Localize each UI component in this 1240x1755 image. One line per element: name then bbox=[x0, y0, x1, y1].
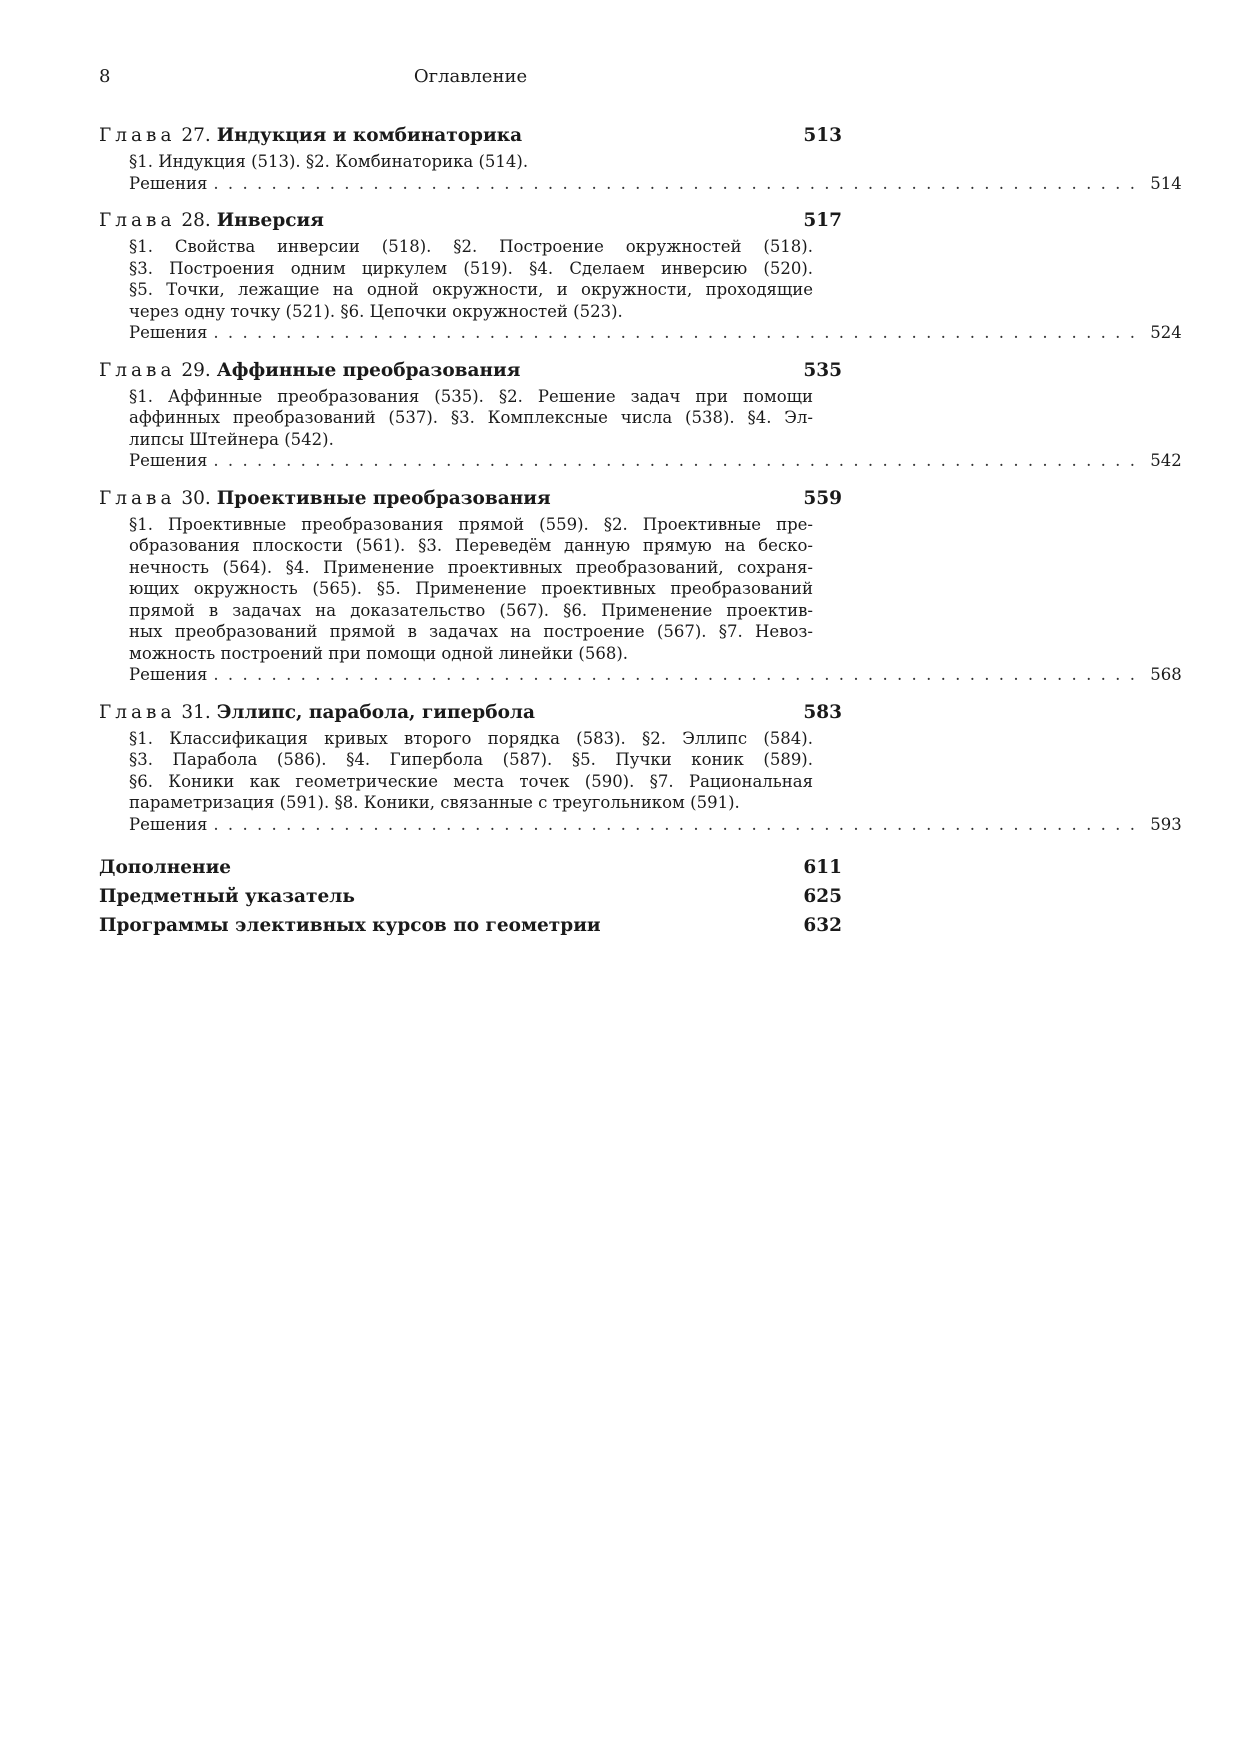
chapter-title: Индукция и комбинаторика bbox=[216, 125, 523, 146]
chapter-prefix: Глава bbox=[99, 125, 176, 146]
chapter-title: Проективные преобразования bbox=[216, 487, 551, 509]
chapter-page: 535 bbox=[803, 359, 842, 381]
section-line: липсы Штейнера (542). bbox=[129, 429, 334, 449]
section-line: §1. Классификация кривых второго порядка (583). §2. Эллипс (584). bbox=[129, 728, 813, 748]
chapter-prefix: Глава bbox=[99, 359, 176, 381]
section-list bbox=[129, 236, 813, 322]
chapter-28 bbox=[99, 206, 1182, 344]
chapter-heading[interactable] bbox=[99, 484, 842, 514]
section-line: §3. Парабола (586). §4. Гипербола (587). §5. Пучки коник (589). bbox=[129, 750, 813, 769]
chapter-number: 31. bbox=[181, 701, 211, 723]
leader-dots: ................................................................ bbox=[213, 173, 1145, 193]
solutions-row[interactable] bbox=[129, 450, 1182, 472]
section-list bbox=[129, 514, 813, 665]
page-number: 8 bbox=[99, 66, 111, 87]
appendix-entry[interactable] bbox=[99, 853, 842, 882]
solutions-page: 524 bbox=[1150, 323, 1182, 342]
solutions-page: 593 bbox=[1150, 814, 1182, 834]
appendix-title: Дополнение bbox=[99, 857, 232, 878]
index-title: Предметный указатель bbox=[99, 886, 355, 907]
chapter-heading[interactable] bbox=[99, 698, 842, 728]
chapter-title: Эллипс, парабола, гипербола bbox=[216, 701, 535, 723]
solutions-label: Решения bbox=[129, 451, 208, 470]
section-list bbox=[129, 386, 813, 451]
chapter-heading[interactable] bbox=[99, 206, 842, 236]
solutions-page: 514 bbox=[1150, 173, 1182, 193]
chapter-prefix: Глава bbox=[99, 701, 176, 723]
elective-programs-entry[interactable] bbox=[99, 911, 842, 940]
elective-programs-title: Программы элективных курсов по геометрии bbox=[99, 915, 601, 936]
chapter-29 bbox=[99, 356, 1182, 472]
chapter-heading[interactable] bbox=[99, 121, 842, 151]
chapter-page: 517 bbox=[803, 210, 842, 231]
chapter-prefix: Глава bbox=[99, 487, 176, 509]
chapter-number: 30. bbox=[181, 487, 211, 509]
chapter-number: 29. bbox=[181, 359, 211, 381]
solutions-page: 568 bbox=[1150, 665, 1182, 684]
section-line: ных преобразований прямой в задачах на построение (567). §7. Невоз- bbox=[129, 622, 813, 641]
solutions-page: 542 bbox=[1150, 451, 1182, 470]
solutions-label: Решения bbox=[129, 814, 208, 834]
chapter-31 bbox=[99, 698, 1182, 836]
section-line: §5. Точки, лежащие на одной окружности, и окружности, проходящие bbox=[129, 280, 813, 299]
index-entry[interactable] bbox=[99, 882, 842, 911]
leader-dots: ................................................................ bbox=[213, 814, 1145, 834]
chapter-title: Инверсия bbox=[216, 210, 324, 231]
chapter-page: 513 bbox=[803, 125, 842, 146]
section-line: §6. Коники как геометрические места точек (590). §7. Рациональная bbox=[129, 771, 813, 791]
appendix-list bbox=[99, 853, 842, 940]
section-line: §1. Свойства инверсии (518). §2. Построение окружностей (518). bbox=[129, 237, 813, 256]
chapter-title: Аффинные преобразования bbox=[216, 359, 521, 381]
table-of-contents bbox=[99, 121, 1182, 940]
chapter-27 bbox=[99, 121, 1182, 194]
section-line: §1. Аффинные преобразования (535). §2. Решение задач при помощи bbox=[129, 386, 813, 406]
solutions-row[interactable] bbox=[129, 814, 1182, 836]
section-list bbox=[129, 151, 813, 173]
chapter-number: 28. bbox=[181, 210, 211, 231]
solutions-row[interactable] bbox=[129, 173, 1182, 195]
section-list bbox=[129, 728, 813, 814]
section-line: ющих окружность (565). §5. Применение проективных преобразований bbox=[129, 579, 813, 598]
leader-dots: ................................................................ bbox=[213, 451, 1145, 470]
index-page: 625 bbox=[803, 886, 842, 907]
section-line: параметризация (591). §8. Коники, связанные с треугольником (591). bbox=[129, 793, 740, 812]
chapter-prefix: Глава bbox=[99, 210, 176, 231]
section-line: §1. Проективные преобразования прямой (559). §2. Проективные пре- bbox=[129, 514, 813, 534]
section-line: нечность (564). §4. Применение проективных преобразований, сохраня- bbox=[129, 557, 813, 577]
chapter-30 bbox=[99, 484, 1182, 686]
section-line: образования плоскости (561). §3. Переведём данную прямую на беско- bbox=[129, 536, 813, 555]
section-line: можность построений при помощи одной линейки (568). bbox=[129, 643, 629, 663]
section-line: §3. Построения одним циркулем (519). §4. Сделаем инверсию (520). bbox=[129, 258, 813, 278]
section-line: аффинных преобразований (537). §3. Комплексные числа (538). §4. Эл- bbox=[129, 408, 813, 427]
solutions-row[interactable] bbox=[129, 322, 1182, 344]
chapter-number: 27. bbox=[181, 125, 211, 146]
chapter-page: 583 bbox=[803, 701, 842, 723]
page-header bbox=[99, 64, 842, 92]
running-title: Оглавление bbox=[413, 66, 528, 87]
section-line: прямой в задачах на доказательство (567). §6. Применение проектив- bbox=[129, 600, 813, 620]
solutions-row[interactable] bbox=[129, 664, 1182, 686]
leader-dots: ................................................................ bbox=[213, 323, 1145, 342]
solutions-label: Решения bbox=[129, 323, 208, 342]
chapter-heading[interactable] bbox=[99, 356, 842, 386]
section-line: через одну точку (521). §6. Цепочки окружностей (523). bbox=[129, 301, 623, 321]
solutions-label: Решения bbox=[129, 173, 208, 193]
solutions-label: Решения bbox=[129, 665, 208, 684]
section-line: §1. Индукция (513). §2. Комбинаторика (514). bbox=[129, 152, 529, 171]
appendix-page: 611 bbox=[803, 857, 842, 878]
leader-dots: ................................................................ bbox=[213, 665, 1145, 684]
elective-programs-page: 632 bbox=[803, 915, 842, 936]
chapter-page: 559 bbox=[803, 487, 842, 509]
